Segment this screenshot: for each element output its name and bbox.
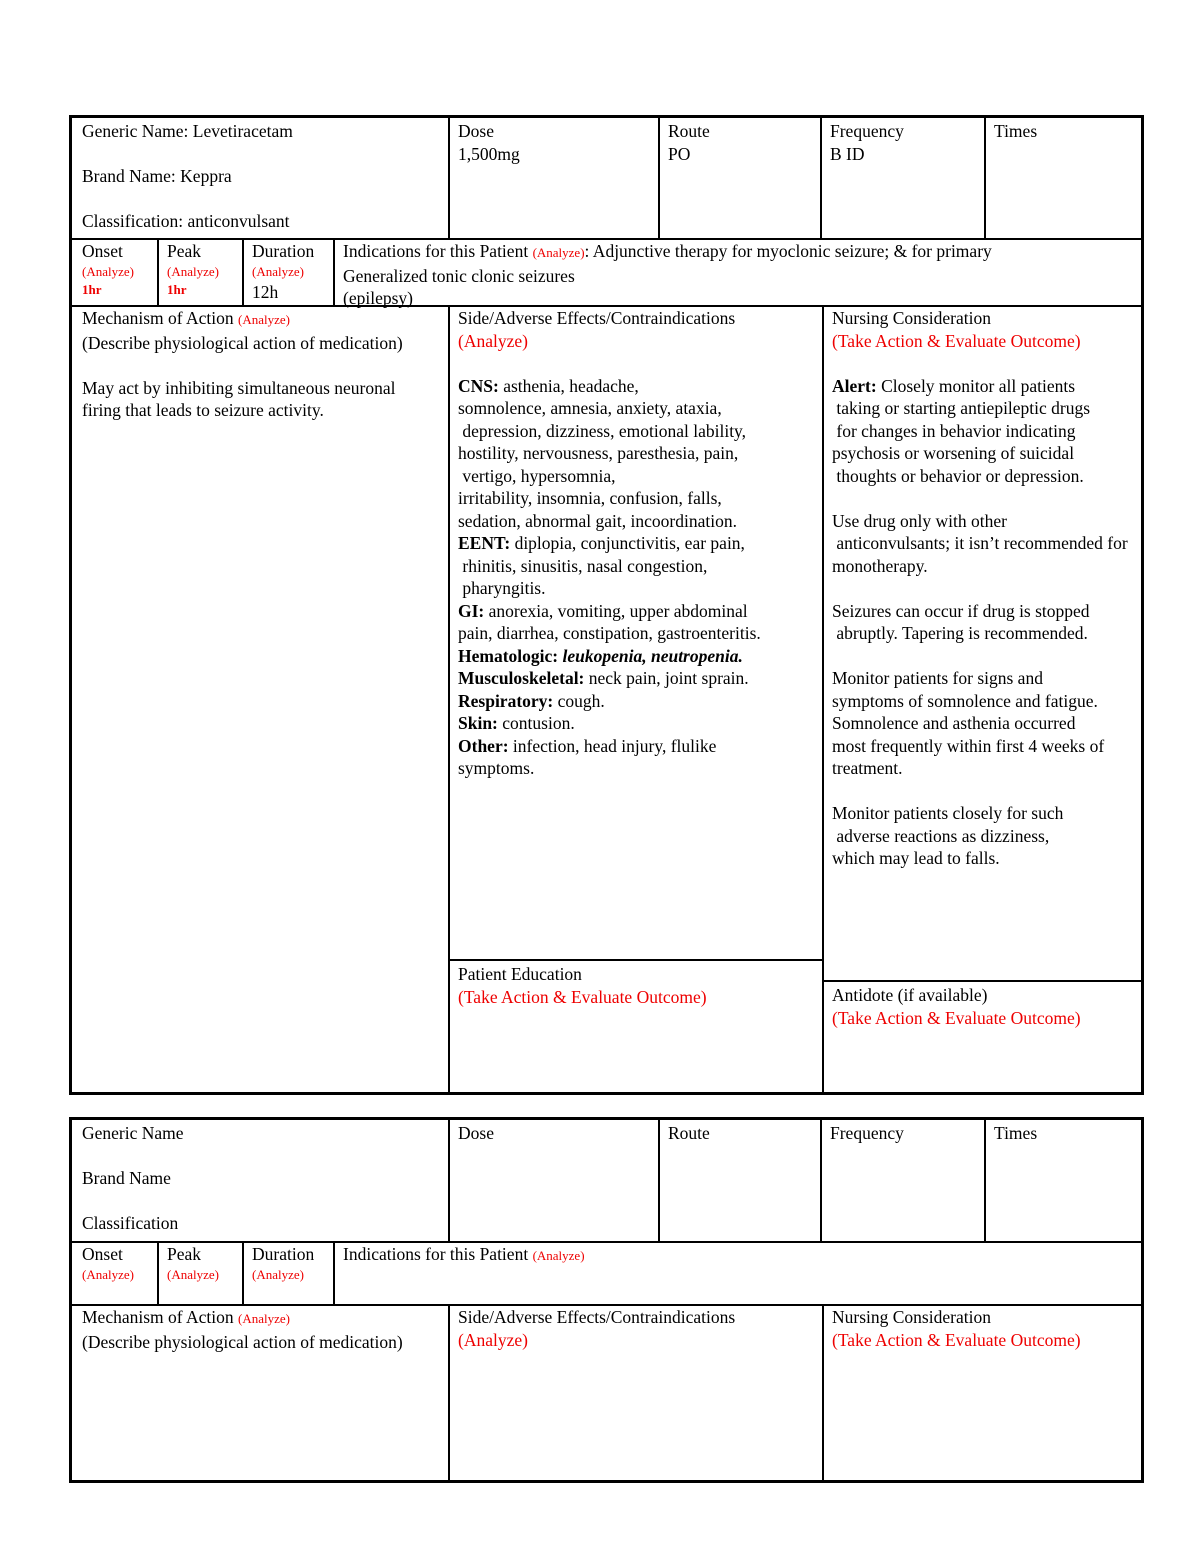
brand-name: Brand Name: Keppra — [82, 166, 232, 186]
side-effects-cell — [448, 305, 822, 780]
side-effects-analyze-tag: (Analyze) — [458, 1329, 528, 1350]
nursing-text: abruptly. Tapering is recommended. — [832, 623, 1088, 643]
brand-name: Brand Name — [82, 1168, 171, 1188]
mechanism-cell — [72, 1304, 448, 1353]
route-cell — [658, 1120, 820, 1145]
nursing-text: treatment. — [832, 758, 903, 778]
other-text: symptoms. — [458, 758, 535, 778]
generic-name: Generic Name: Levetiracetam — [82, 121, 293, 141]
dose-value: 1,500mg — [458, 143, 520, 164]
mechanism-label: Mechanism of Action — [82, 1307, 234, 1327]
cns-heading: CNS: — [458, 375, 499, 396]
nursing-label: Nursing Consideration — [832, 308, 991, 328]
mechanism-cell — [72, 305, 448, 422]
nursing-text: monotherapy. — [832, 555, 928, 576]
onset-value: 1hr — [82, 281, 102, 297]
musculoskeletal-text: neck pain, joint sprain. — [584, 668, 749, 688]
nursing-text: Use drug only with other — [832, 510, 1007, 531]
eent-heading: EENT: — [458, 533, 511, 553]
mechanism-describe: (Describe physiological action of medication) — [82, 332, 403, 353]
peak-label: Peak — [167, 241, 202, 261]
route-cell — [658, 118, 820, 165]
drug-names-cell — [72, 1120, 448, 1235]
duration-cell — [242, 1241, 333, 1284]
times-cell — [984, 1120, 1141, 1145]
times-cell — [984, 118, 1141, 143]
antidote-tag: (Take Action & Evaluate Outcome) — [832, 1007, 1081, 1028]
nursing-text: anticonvulsants; it isn’t recommended for — [832, 533, 1128, 553]
antidote-label: Antidote (if available) — [832, 985, 988, 1005]
other-heading: Other: — [458, 735, 509, 756]
duration-analyze-tag: (Analyze) — [252, 1266, 304, 1282]
peak-label: Peak — [167, 1244, 202, 1264]
hematologic-text: leukopenia, neutropenia. — [558, 645, 743, 666]
respiratory-text: cough. — [553, 690, 605, 711]
patient-education-cell — [448, 961, 822, 1008]
cns-text: irritability, insomnia, confusion, falls, — [458, 488, 722, 508]
skin-text: contusion. — [497, 713, 575, 733]
cns-text: vertigo, hypersomnia, — [458, 465, 616, 486]
medication-card-1 — [69, 115, 1144, 1095]
alert-text: psychosis or worsening of suicidal — [832, 443, 1075, 463]
gi-text: anorexia, vomiting, upper abdominal — [484, 600, 748, 621]
side-effects-label: Side/Adverse Effects/Contraindications — [458, 1307, 736, 1327]
onset-label: Onset — [82, 1244, 123, 1264]
peak-cell — [157, 1241, 242, 1284]
mechanism-text: firing that leads to seizure activity. — [82, 400, 324, 420]
duration-label: Duration — [252, 241, 315, 261]
onset-analyze-tag: (Analyze) — [82, 1266, 134, 1282]
frequency-value: B ID — [830, 143, 865, 164]
side-effects-label: Side/Adverse Effects/Contraindications — [458, 308, 736, 328]
nursing-tag: (Take Action & Evaluate Outcome) — [832, 1329, 1081, 1350]
medication-card-2 — [69, 1117, 1144, 1483]
skin-heading: Skin: — [458, 713, 498, 733]
route-label: Route — [668, 121, 710, 141]
antidote-cell — [822, 982, 1141, 1029]
nursing-label: Nursing Consideration — [832, 1307, 991, 1327]
indications-label: Indications for this Patient — [343, 241, 529, 261]
cns-text: asthenia, headache, — [498, 375, 639, 396]
nursing-text: Monitor patients closely for such — [832, 803, 1064, 823]
times-label: Times — [994, 1123, 1038, 1143]
duration-value: 12h — [252, 281, 279, 302]
peak-analyze-tag: (Analyze) — [167, 263, 219, 279]
cns-text: sedation, abnormal gait, incoordination. — [458, 510, 737, 531]
nursing-text: adverse reactions as dizziness, — [832, 825, 1050, 846]
patient-education-tag: (Take Action & Evaluate Outcome) — [458, 986, 707, 1007]
cns-text: somnolence, amnesia, anxiety, ataxia, — [458, 398, 722, 418]
indications-text: : Adjunctive therapy for myoclonic seizure; & for primary — [584, 241, 992, 261]
frequency-cell — [820, 118, 984, 165]
indications-text-2: Generalized tonic clonic seizures — [343, 265, 575, 286]
frequency-label: Frequency — [830, 121, 904, 141]
dose-label: Dose — [458, 1123, 494, 1143]
peak-cell — [157, 238, 242, 299]
indications-label: Indications for this Patient — [343, 1244, 529, 1264]
indications-cell — [333, 238, 1141, 310]
indications-cell — [333, 1241, 1141, 1268]
alert-text: Closely monitor all patients — [876, 375, 1076, 396]
duration-analyze-tag: (Analyze) — [252, 263, 304, 279]
nursing-tag: (Take Action & Evaluate Outcome) — [832, 330, 1081, 351]
musculoskeletal-heading: Musculoskeletal: — [458, 668, 585, 688]
cns-text: hostility, nervousness, paresthesia, pain, — [458, 443, 739, 463]
nursing-text: which may lead to falls. — [832, 848, 1000, 868]
frequency-label: Frequency — [830, 1123, 904, 1143]
side-effects-cell — [448, 1304, 822, 1351]
side-effects-analyze-tag: (Analyze) — [458, 330, 528, 351]
peak-value: 1hr — [167, 281, 187, 297]
gi-heading: GI: — [458, 600, 485, 621]
eent-text: rhinitis, sinusitis, nasal congestion, — [458, 555, 708, 576]
mechanism-text: May act by inhibiting simultaneous neuronal — [82, 377, 396, 398]
alert-text: for changes in behavior indicating — [832, 420, 1076, 441]
classification: Classification: anticonvulsant — [82, 211, 290, 231]
onset-analyze-tag: (Analyze) — [82, 263, 134, 279]
patient-education-label: Patient Education — [458, 964, 582, 984]
nursing-text: most frequently within first 4 weeks of — [832, 735, 1105, 756]
mechanism-analyze-tag: (Analyze) — [238, 312, 290, 327]
nursing-text: Seizures can occur if drug is stopped — [832, 600, 1090, 621]
alert-heading: Alert: — [832, 375, 877, 396]
dose-label: Dose — [458, 121, 494, 141]
mechanism-describe: (Describe physiological action of medication) — [82, 1331, 403, 1352]
onset-label: Onset — [82, 241, 123, 261]
cns-text: depression, dizziness, emotional lability, — [458, 420, 747, 441]
eent-text: pharyngitis. — [458, 578, 546, 598]
indications-analyze-tag: (Analyze) — [532, 245, 585, 260]
nursing-text: Somnolence and asthenia occurred — [832, 713, 1076, 733]
mechanism-analyze-tag: (Analyze) — [238, 1311, 290, 1326]
eent-text: diplopia, conjunctivitis, ear pain, — [510, 533, 745, 553]
route-label: Route — [668, 1123, 710, 1143]
other-text: infection, head injury, flulike — [508, 735, 717, 756]
classification: Classification — [82, 1213, 179, 1233]
frequency-cell — [820, 1120, 984, 1145]
nursing-text: symptoms of somnolence and fatigue. — [832, 690, 1098, 711]
dose-cell — [448, 118, 658, 165]
drug-names-cell — [72, 118, 448, 233]
route-value: PO — [668, 143, 691, 164]
onset-cell — [72, 238, 157, 299]
alert-text: taking or starting antiepileptic drugs — [832, 398, 1091, 418]
mechanism-label: Mechanism of Action — [82, 308, 234, 328]
nursing-text: Monitor patients for signs and — [832, 668, 1043, 688]
hematologic-heading: Hematologic: — [458, 645, 559, 666]
peak-analyze-tag: (Analyze) — [167, 1266, 219, 1282]
gi-text: pain, diarrhea, constipation, gastroenteritis. — [458, 623, 761, 643]
duration-cell — [242, 238, 333, 303]
alert-text: thoughts or behavior or depression. — [832, 465, 1084, 486]
indications-analyze-tag: (Analyze) — [532, 1248, 585, 1263]
duration-label: Duration — [252, 1244, 315, 1264]
indications-text-3: (epilepsy) — [343, 288, 413, 308]
generic-name: Generic Name — [82, 1123, 184, 1143]
respiratory-heading: Respiratory: — [458, 690, 554, 711]
onset-cell — [72, 1241, 157, 1284]
dose-cell — [448, 1120, 658, 1145]
nursing-cell — [822, 1304, 1141, 1351]
nursing-cell — [822, 305, 1141, 870]
times-label: Times — [994, 121, 1038, 141]
